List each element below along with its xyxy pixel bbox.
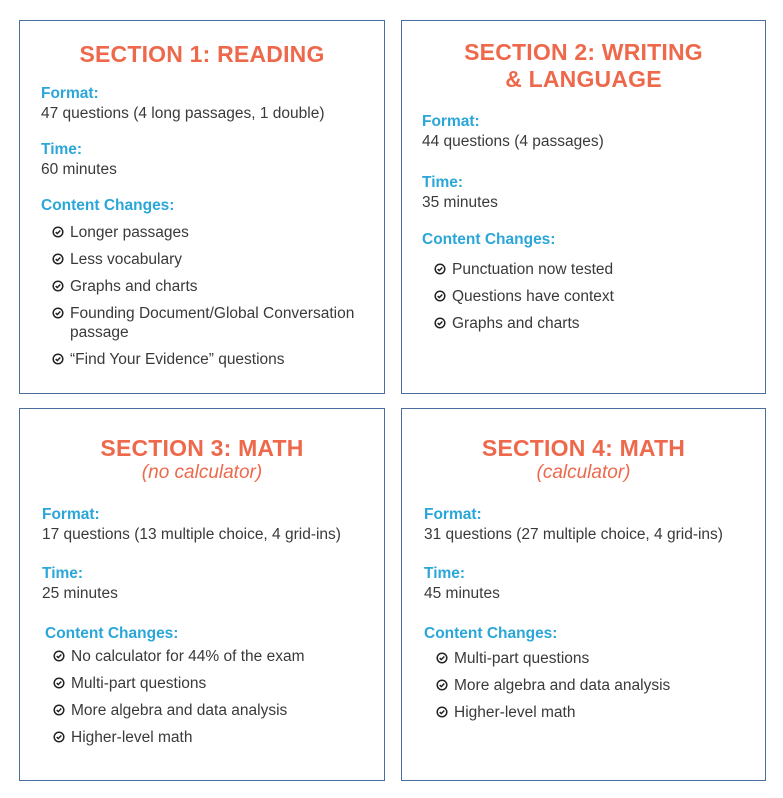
section-title: SECTION 3: MATH <box>100 435 304 461</box>
check-circle-icon <box>52 307 64 319</box>
check-circle-icon <box>434 290 446 302</box>
list-item: More algebra and data analysis <box>53 701 363 720</box>
format-value: 31 questions (27 multiple choice, 4 grid-ins) <box>424 526 723 543</box>
time-value: 35 minutes <box>422 194 498 211</box>
section-subtitle: (no calculator) <box>141 462 263 483</box>
check-circle-icon <box>53 650 65 662</box>
check-circle-icon <box>53 731 65 743</box>
content-changes-label: Content Changes: <box>424 625 558 642</box>
check-circle-icon <box>434 317 446 329</box>
format-label: Format: <box>424 506 482 523</box>
section-title: SECTION 2: WRITING <box>464 39 703 65</box>
list-item: Less vocabulary <box>52 250 362 269</box>
list-item: Founding Document/Global Conversation passage <box>52 304 362 342</box>
check-circle-icon <box>436 706 448 718</box>
check-circle-icon <box>52 226 64 238</box>
list-item: Higher-level math <box>53 728 363 747</box>
list-item: No calculator for 44% of the exam <box>53 647 363 666</box>
list-item: “Find Your Evidence” questions <box>52 350 362 369</box>
list-item: Graphs and charts <box>434 314 744 333</box>
time-value: 60 minutes <box>41 161 117 178</box>
format-label: Format: <box>42 506 100 523</box>
list-item: Punctuation now tested <box>434 260 744 279</box>
time-value: 25 minutes <box>42 585 118 602</box>
content-changes-label: Content Changes: <box>41 197 175 214</box>
content-changes-list <box>53 647 363 755</box>
check-circle-icon <box>434 263 446 275</box>
format-value: 17 questions (13 multiple choice, 4 grid-ins) <box>42 526 341 543</box>
content-changes-list <box>434 260 744 341</box>
section-card-writing-language <box>401 20 766 394</box>
check-circle-icon <box>436 652 448 664</box>
content-changes-list <box>52 223 362 377</box>
check-circle-icon <box>436 679 448 691</box>
format-value: 44 questions (4 passages) <box>422 133 604 150</box>
content-changes-label: Content Changes: <box>45 625 179 642</box>
format-label: Format: <box>422 113 480 130</box>
list-item: Multi-part questions <box>53 674 363 693</box>
list-item: Longer passages <box>52 223 362 242</box>
time-value: 45 minutes <box>424 585 500 602</box>
check-circle-icon <box>53 677 65 689</box>
section-title-line-2: & LANGUAGE <box>505 66 662 92</box>
section-title: SECTION 1: READING <box>79 41 325 67</box>
time-label: Time: <box>41 141 83 158</box>
list-item: More algebra and data analysis <box>436 676 746 695</box>
section-subtitle: (calculator) <box>536 462 631 483</box>
time-label: Time: <box>424 565 466 582</box>
check-circle-icon <box>52 280 64 292</box>
section-card-reading <box>19 20 385 394</box>
list-item: Higher-level math <box>436 703 746 722</box>
format-value: 47 questions (4 long passages, 1 double) <box>41 105 325 122</box>
content-changes-list <box>436 649 746 730</box>
check-circle-icon <box>52 353 64 365</box>
list-item: Questions have context <box>434 287 744 306</box>
check-circle-icon <box>52 253 64 265</box>
section-card-math-no-calculator <box>19 408 385 781</box>
time-label: Time: <box>422 174 464 191</box>
content-changes-label: Content Changes: <box>422 231 556 248</box>
section-card-math-calculator <box>401 408 766 781</box>
time-label: Time: <box>42 565 84 582</box>
format-label: Format: <box>41 85 99 102</box>
check-circle-icon <box>53 704 65 716</box>
list-item: Graphs and charts <box>52 277 362 296</box>
section-title: SECTION 4: MATH <box>481 435 686 461</box>
list-item: Multi-part questions <box>436 649 746 668</box>
